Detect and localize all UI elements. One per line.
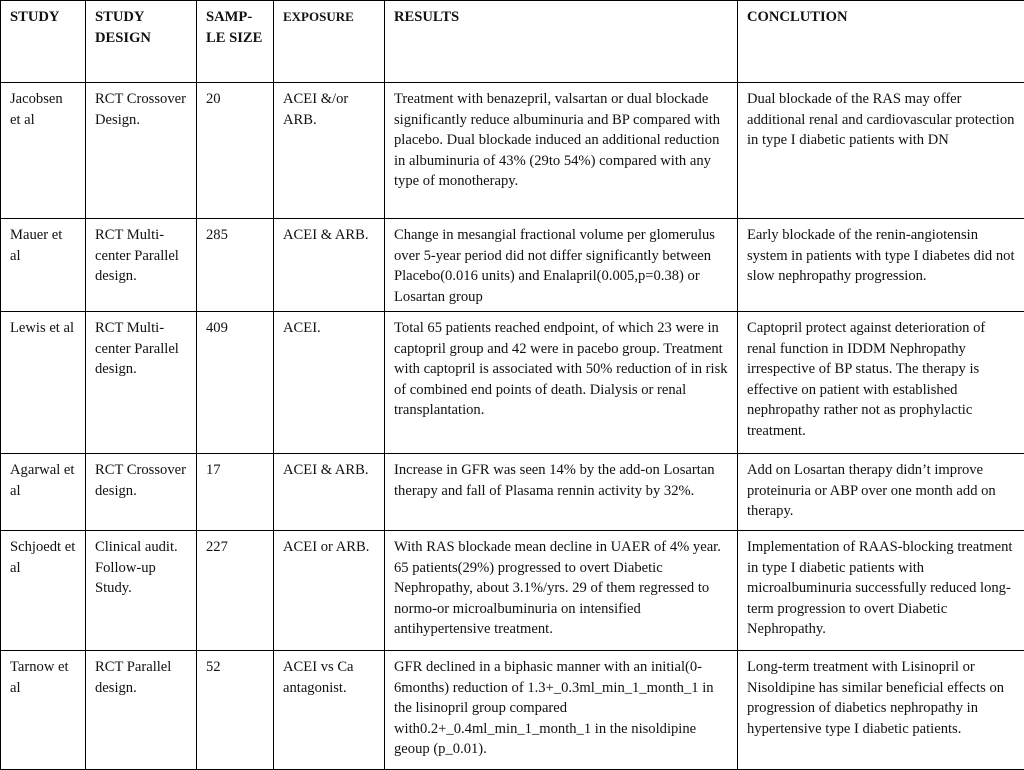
cell-conclusion: Long-term treatment with Lisinopril or Nisoldipine has similar beneficial effects on progression of diabetics nephropathy in hypertensive type I diabetic patients. — [738, 651, 1024, 770]
cell-sample-size: 285 — [197, 219, 274, 312]
table-row — [1, 83, 1024, 219]
cell-study: Schjoedt et al — [1, 531, 86, 651]
header-exposure: EXPOSURE — [274, 1, 385, 83]
cell-results: GFR declined in a biphasic manner with an initial(0-6months) reduction of 1.3+_0.3ml_min_1_month_1 in the lisinopril group compared with0.2+_0.4ml_min_1_month_1 in the nisoldipine geoup (p_0.01). — [385, 651, 738, 770]
cell-design: RCT Multi-center Parallel design. — [86, 312, 197, 454]
cell-exposure: ACEI or ARB. — [274, 531, 385, 651]
cell-study: Lewis et al — [1, 312, 86, 454]
cell-sample-size: 227 — [197, 531, 274, 651]
header-conclusion: CONCLUTION — [738, 1, 1024, 83]
cell-exposure: ACEI & ARB. — [274, 454, 385, 531]
cell-conclusion: Add on Losartan therapy didn’t improve proteinuria or ABP over one month add on therapy. — [738, 454, 1024, 531]
cell-results: Total 65 patients reached endpoint, of which 23 were in captopril group and 42 were in pacebo group. Treatment with captopril is associated with 50% reduction of in risk of combined end points of death. Dialysis or renal transplantation. — [385, 312, 738, 454]
cell-results: With RAS blockade mean decline in UAER of 4% year. 65 patients(29%) progressed to overt Diabetic Nephropathy, about 3.1%/yrs. 29 of them regressed to normo-or microalbuminuria on intensified antihypertensive treatment. — [385, 531, 738, 651]
header-results: RESULTS — [385, 1, 738, 83]
cell-design: RCT Multi-center Parallel design. — [86, 219, 197, 312]
cell-study: Tarnow et al — [1, 651, 86, 770]
header-sample-size: SAMP-LE SIZE — [197, 1, 274, 83]
cell-conclusion: Captopril protect against deterioration of renal function in IDDM Nephropathy irrespective of BP status. The therapy is effective on patient with established nephropathy rather not as prophylactic treatment. — [738, 312, 1024, 454]
header-study-design: STUDY DESIGN — [86, 1, 197, 83]
cell-sample-size: 409 — [197, 312, 274, 454]
cell-conclusion: Dual blockade of the RAS may offer additional renal and cardiovascular protection in type I diabetic patients with DN — [738, 83, 1024, 219]
cell-exposure: ACEI vs Ca antagonist. — [274, 651, 385, 770]
table-row — [1, 219, 1024, 312]
cell-results: Increase in GFR was seen 14% by the add-on Losartan therapy and fall of Plasama rennin activity by 32%. — [385, 454, 738, 531]
cell-study: Mauer et al — [1, 219, 86, 312]
cell-sample-size: 17 — [197, 454, 274, 531]
cell-conclusion: Early blockade of the renin-angiotensin system in patients with type I diabetes did not slow nephropathy progression. — [738, 219, 1024, 312]
header-row — [1, 1, 1024, 83]
cell-exposure: ACEI &/or ARB. — [274, 83, 385, 219]
cell-results: Change in mesangial fractional volume per glomerulus over 5-year period did not differ significantly between Placebo(0.016 units) and Enalapril(0.005,p=0.38) or Losartan group — [385, 219, 738, 312]
table-row — [1, 312, 1024, 454]
cell-design: Clinical audit. Follow-up Study. — [86, 531, 197, 651]
cell-study: Jacobsen et al — [1, 83, 86, 219]
cell-sample-size: 52 — [197, 651, 274, 770]
header-study: STUDY — [1, 1, 86, 83]
table-row — [1, 531, 1024, 651]
cell-sample-size: 20 — [197, 83, 274, 219]
table-row — [1, 651, 1024, 770]
cell-results: Treatment with benazepril, valsartan or dual blockade significantly reduce albuminuria and BP compared with placebo. Dual blockade induced an additional reduction in albuminuria of 43% (29to 54%) compared with any type of monotherapy. — [385, 83, 738, 219]
cell-exposure: ACEI & ARB. — [274, 219, 385, 312]
table-row — [1, 454, 1024, 531]
cell-study: Agarwal et al — [1, 454, 86, 531]
cell-exposure: ACEI. — [274, 312, 385, 454]
cell-design: RCT Crossover design. — [86, 454, 197, 531]
cell-conclusion: Implementation of RAAS-blocking treatment in type I diabetic patients with microalbuminuria successfully reduced long-term progression to overt Diabetic Nephropathy. — [738, 531, 1024, 651]
cell-design: RCT Crossover Design. — [86, 83, 197, 219]
cell-design: RCT Parallel design. — [86, 651, 197, 770]
